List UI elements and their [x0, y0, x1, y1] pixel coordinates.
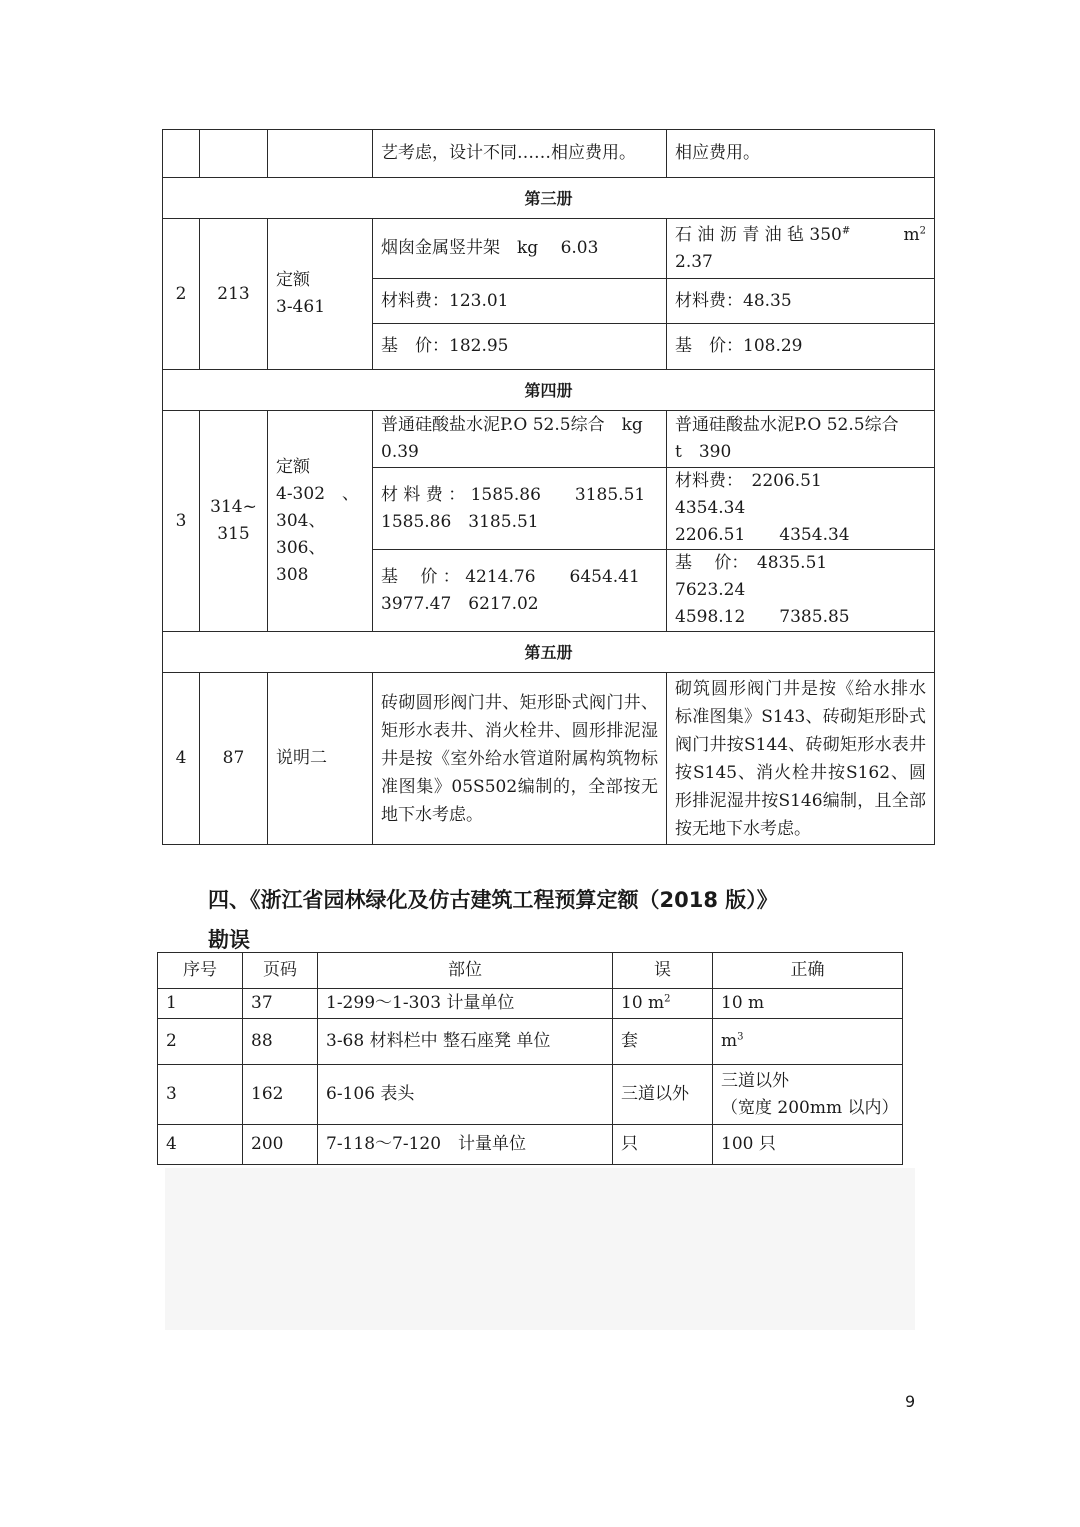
cell-right: 砌筑圆形阀门井是按《给水排水标准图集》S143、砖砌矩形卧式阀门井按S144、砖砌矩形水表井按S145、消火栓井按S162、圆形排泥湿井按S146编制，且全部按无地下水考虑。 [667, 673, 935, 845]
section-title-4: 第四册 [163, 370, 935, 411]
cell-wrong [613, 1065, 713, 1125]
errata-table-garden [157, 952, 903, 1165]
cell-no: 2 [158, 1019, 243, 1065]
table-row [158, 1125, 903, 1165]
cell-part: 3-68 材料栏中 整石座凳 单位 [318, 1019, 613, 1065]
cell-page [200, 130, 268, 178]
cell-part [268, 130, 373, 178]
table-row [163, 130, 935, 178]
cell-part: 说明二 [268, 673, 373, 845]
section-heading [208, 884, 778, 954]
superscript: # [841, 224, 851, 236]
cell-wrong: 砖砌圆形阀门井、矩形卧式阀门井、矩形水表井、消火栓井、圆形排泥湿井是按《室外给水管道附属构筑物标准图集》05S502编制的，全部按无地下水考虑。 [373, 673, 667, 845]
heading-line-2: 勘误 [208, 928, 250, 952]
section-title-5: 第五册 [163, 632, 935, 673]
cell-wrong: 材 料 费 ： 1585.86 3185.51 1585.86 3185.51 [373, 468, 667, 550]
header-right: 正确 [713, 953, 903, 989]
cell-part: 定额 4-302 、 304、306、 308 [268, 411, 373, 632]
cell-right [667, 219, 935, 279]
cell-page: 88 [243, 1019, 318, 1065]
value: 三道以外 （宽度 200mm 以内） [721, 1070, 899, 1118]
cell-wrong: 材料费：123.01 [373, 279, 667, 324]
cell-no: 4 [158, 1125, 243, 1165]
cell-part: 1-299～1-303 计量单位 [318, 989, 613, 1019]
cell-wrong: 艺考虑，设计不同……相应费用。 [373, 130, 667, 178]
cell-right [713, 1065, 903, 1125]
section-row [163, 632, 935, 673]
table-row [158, 1019, 903, 1065]
cell-right: 普通硅酸盐水泥P.O 52.5综合 t 390 [667, 411, 935, 468]
cell-right [713, 1019, 903, 1065]
cell-no: 4 [163, 673, 200, 845]
superscript: 2 [919, 224, 926, 236]
cell-wrong [613, 1125, 713, 1165]
superscript: 2 [664, 993, 671, 1005]
header-wrong: 误 [613, 953, 713, 989]
heading-line-1: 四、《浙江省园林绿化及仿古建筑工程预算定额（2018 版）》 [208, 888, 778, 912]
cell-page: 87 [200, 673, 268, 845]
section-row [163, 178, 935, 219]
cell-part: 7-118～7-120 计量单位 [318, 1125, 613, 1165]
right-value: 2.37 [675, 251, 713, 272]
right-text: 石 油 沥 青 油 毡 350 [675, 224, 842, 245]
cell-page: 213 [200, 219, 268, 370]
cell-page: 200 [243, 1125, 318, 1165]
section-title-3: 第三册 [163, 178, 935, 219]
header-no: 序号 [158, 953, 243, 989]
table-row [158, 1065, 903, 1125]
superscript: 3 [737, 1031, 744, 1043]
value: 三道以外 [621, 1084, 689, 1104]
cell-no: 3 [163, 411, 200, 632]
cell-page: 314~ 315 [200, 411, 268, 632]
cell-right [713, 989, 903, 1019]
header-part: 部位 [318, 953, 613, 989]
cell-right: 材料费：48.35 [667, 279, 935, 324]
value: 套 [621, 1031, 638, 1051]
cell-right: 基 价： 4835.51 7623.24 4598.12 7385.85 [667, 550, 935, 632]
cell-right: 材料费： 2206.51 4354.34 2206.51 4354.34 [667, 468, 935, 550]
cell-wrong: 烟囱金属竖井架 kg 6.03 [373, 219, 667, 279]
table-row [163, 673, 935, 845]
value: 100 只 [721, 1134, 776, 1154]
blank-area [165, 1168, 915, 1330]
cell-wrong: 基 价 ： 4214.76 6454.41 3977.47 6217.02 [373, 550, 667, 632]
cell-no: 2 [163, 219, 200, 370]
cell-page: 37 [243, 989, 318, 1019]
section-row [163, 370, 935, 411]
cell-right: 相应费用。 [667, 130, 935, 178]
cell-no: 3 [158, 1065, 243, 1125]
cell-right [713, 1125, 903, 1165]
cell-part: 定额 3-461 [268, 219, 373, 370]
cell-wrong [613, 1019, 713, 1065]
value: m [721, 1031, 738, 1051]
value: 10 m [721, 993, 765, 1013]
cell-no [163, 130, 200, 178]
value: 10 m [621, 993, 665, 1013]
cell-page: 162 [243, 1065, 318, 1125]
table-row [158, 989, 903, 1019]
value: 只 [621, 1134, 638, 1154]
table-row [163, 219, 935, 279]
cell-wrong [613, 989, 713, 1019]
cell-part: 6-106 表头 [318, 1065, 613, 1125]
table-header-row [158, 953, 903, 989]
cell-no: 1 [158, 989, 243, 1019]
page-number: 9 [905, 1392, 916, 1411]
table-row [163, 411, 935, 468]
unit: m [903, 224, 920, 245]
cell-wrong: 基 价：182.95 [373, 324, 667, 370]
errata-table-continued [162, 129, 935, 845]
cell-wrong: 普通硅酸盐水泥P.O 52.5综合 kg 0.39 [373, 411, 667, 468]
header-page: 页码 [243, 953, 318, 989]
cell-right: 基 价：108.29 [667, 324, 935, 370]
